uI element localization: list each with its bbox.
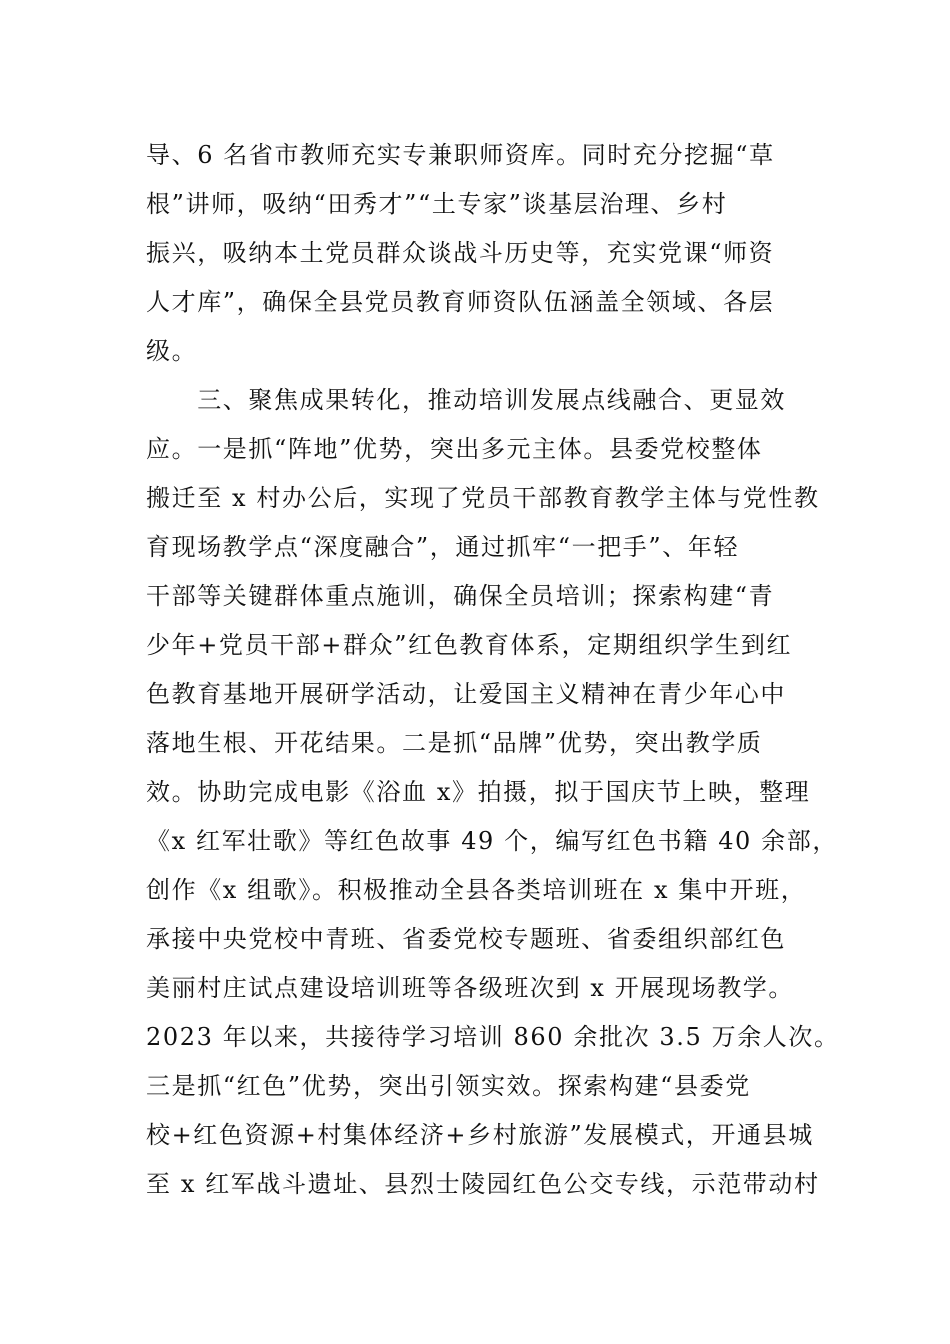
text-line: 色教育基地开展研学活动，让爱国主义精神在青少年心中 <box>146 680 786 708</box>
text-line: 创作《x 组歌》。积极推动全县各类培训班在 x 集中开班， <box>146 876 807 904</box>
text-line: 至 x 红军战斗遗址、县烈士陵园红色公交专线，示范带动村 <box>146 1170 820 1198</box>
text-line: 人才库”，确保全县党员教育师资队伍涵盖全领域、各层 <box>146 288 775 316</box>
text-line: 应。一是抓“阵地”优势，突出多元主体。县委党校整体 <box>146 435 763 463</box>
text-line: 校+红色资源+村集体经济+乡村旅游”发展模式，开通县城 <box>146 1121 814 1149</box>
text-line: 2023 年以来，共接待学习培训 860 余批次 3.5 万余人次。 <box>146 1023 840 1051</box>
section-heading-line: 三、聚焦成果转化，推动培训发展点线融合、更显效 <box>146 386 786 414</box>
text-line: 导、6 名省市教师充实专兼职师资库。同时充分挖掘“草 <box>146 141 775 169</box>
text-line: 干部等关键群体重点施训，确保全员培训；探索构建“青 <box>146 582 775 610</box>
text-line: 搬迁至 x 村办公后，实现了党员干部教育教学主体与党性教 <box>146 484 820 512</box>
text-line: 少年+党员干部+群众”红色教育体系，定期组织学生到红 <box>146 631 793 659</box>
body-text <box>146 131 840 1209</box>
text-line: 《x 红军壮歌》等红色故事 49 个，编写红色书籍 40 余部， <box>146 827 838 855</box>
text-line: 承接中央党校中青班、省委党校专题班、省委组织部红色 <box>146 925 786 953</box>
text-line: 美丽村庄试点建设培训班等各级班次到 x 开展现场教学。 <box>146 974 794 1002</box>
text-line: 根”讲师，吸纳“田秀才”“土专家”谈基层治理、乡村 <box>146 190 728 218</box>
text-line: 育现场教学点“深度融合”，通过抓牢“一把手”、年轻 <box>146 533 740 561</box>
text-line: 落地生根、开花结果。二是抓“品牌”优势，突出教学质 <box>146 729 763 757</box>
text-line: 振兴，吸纳本土党员群众谈战斗历史等，充实党课“师资 <box>146 239 775 267</box>
text-line: 级。 <box>146 337 198 365</box>
text-line: 三是抓“红色”优势，突出引领实效。探索构建“县委党 <box>146 1072 751 1100</box>
text-line: 效。协助完成电影《浴血 x》拍摄，拟于国庆节上映，整理 <box>146 778 811 806</box>
